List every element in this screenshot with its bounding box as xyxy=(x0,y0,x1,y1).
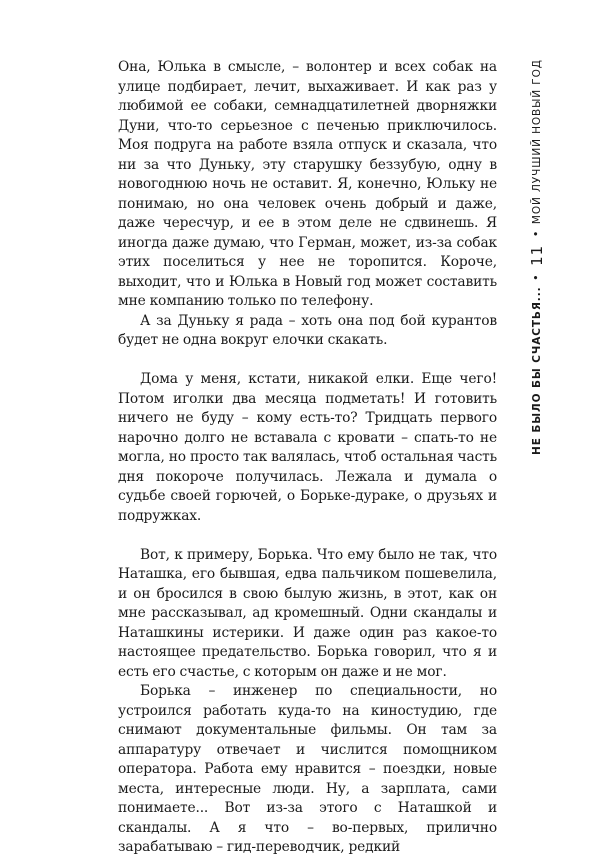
paragraph-1: Она, Юлька в смысле, – волонтер и всех собак на улице подбирает, лечит, выхаживает. И как раз у любимой ее собаки, семнадцатилетней дворняжки Дуни, что-то серьезное с печенью приключилось. Моя подруга на работе взяла отпуск и сказала, что ни за что Дуньку, эту старушку беззубую, одну в новогоднюю ночь не оставит. Я, конечно, Юльку не понимаю, но она человек очень добрый и даже, даже чересчур, и ее в этом деле не сдвинешь. Я иногда даже думаю, что Герман, может, из-за собак этих поселиться у нее не торопится. Короче, выходит, что и Юлька в Новый год может составить мне компанию только по телефону. xyxy=(118,59,497,309)
running-head-title: НЕ БЫЛО БЫ СЧАСТЬЯ... xyxy=(531,286,543,455)
bullet-icon: • xyxy=(532,230,542,237)
paragraph-2: А за Дуньку я рада – хоть она под бой курантов будет не одна вокруг елочки скакать. xyxy=(118,312,497,348)
running-head xyxy=(528,59,546,455)
paragraph-4: Вот, к примеру, Борька. Что ему было не так, что Наташка, его бывшая, едва пальчиком пошевелила, и он бросился в свою былую жизнь, в этот, как он мне рассказывал, ад кромешный. Одни скандалы и Наташкины истерики. И даже один раз какое-то настоящее предательство. Борька говорил, что я и есть его счастье, с которым он даже и не мог. xyxy=(118,546,497,680)
bullet-icon: • xyxy=(532,273,542,281)
paragraph-5: Борька – инженер по специальности, но устроился работать куда-то на киностудию, где снимают документальные фильмы. Он там за аппаратуру отвечает и числится помощником оператора. Работа ему нравится – поездки, новые места, интересные люди. Ну, а зарплата, сами понимаете... Вот из-за этого с Наташкой и скандалы. А я что – во-первых, прилично зарабатываю – гид-переводчик, редкий xyxy=(118,683,497,855)
paragraph-3: Дома у меня, кстати, никакой елки. Еще чего! Потом иголки два месяца подметать! И готовить ничего не буду – кому есть-то? Тридцать первого нарочно долго не вставала с кровати – спать-то не могла, но просто так валялась, чтоб остальная часть дня покороче получилась. Лежала и думала о судьбе своей горючей, о Борьке-дураке, о друзьях и подружках. xyxy=(118,371,497,524)
running-head-subtitle: МОЙ ЛУЧШИЙ НОВЫЙ ГОД xyxy=(531,59,543,225)
page-body xyxy=(118,58,497,858)
page-number: 11 xyxy=(528,244,546,266)
